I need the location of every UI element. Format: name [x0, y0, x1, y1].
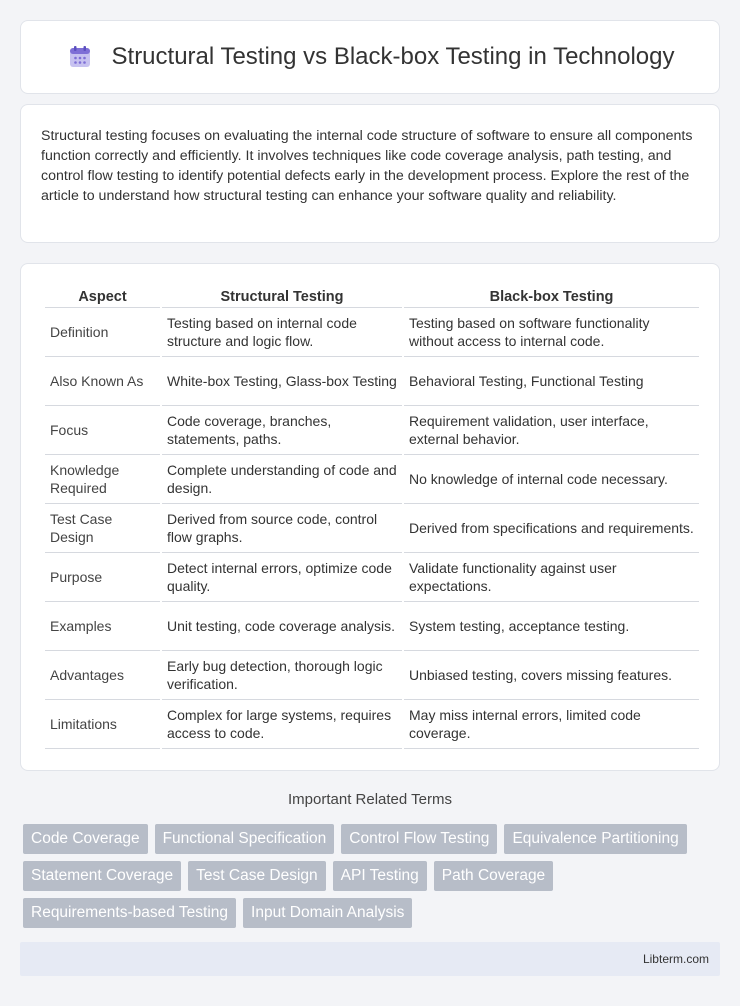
table-cell-blackbox: Validate functionality against user expectations. [404, 553, 699, 602]
tag-equivalence-partitioning[interactable]: Equivalence Partitioning [504, 824, 686, 854]
tag-input-domain-analysis[interactable]: Input Domain Analysis [243, 898, 412, 928]
table-row [45, 455, 699, 504]
table-cell-blackbox: Requirement validation, user interface, external behavior. [404, 406, 699, 455]
table-cell-blackbox: Testing based on software functionality without access to internal code. [404, 308, 699, 357]
table-row [45, 504, 699, 553]
table-row [45, 553, 699, 602]
table-cell-aspect: Limitations [45, 700, 160, 749]
table-cell-structural: White-box Testing, Glass-box Testing [162, 357, 402, 406]
tag-functional-specification[interactable]: Functional Specification [155, 824, 335, 854]
page-header [20, 20, 720, 94]
calendar-icon [66, 43, 94, 71]
table-cell-aspect: Definition [45, 308, 160, 357]
table-row [45, 651, 699, 700]
tag-control-flow-testing[interactable]: Control Flow Testing [341, 824, 497, 854]
table-cell-blackbox: No knowledge of internal code necessary. [404, 455, 699, 504]
table-cell-aspect: Purpose [45, 553, 160, 602]
table-cell-structural: Testing based on internal code structure and logic flow. [162, 308, 402, 357]
footer-site-link[interactable]: Libterm.com [642, 952, 709, 966]
tag-code-coverage[interactable]: Code Coverage [23, 824, 148, 854]
table-cell-aspect: Knowledge Required [45, 455, 160, 504]
column-header-structural: Structural Testing [162, 286, 402, 308]
table-row [45, 602, 699, 651]
tag-statement-coverage[interactable]: Statement Coverage [23, 861, 181, 891]
table-cell-blackbox: Unbiased testing, covers missing features. [404, 651, 699, 700]
table-cell-aspect: Focus [45, 406, 160, 455]
column-header-blackbox: Black-box Testing [404, 286, 699, 308]
footer [20, 942, 720, 976]
related-terms-title: Important Related Terms [288, 791, 452, 808]
table-cell-aspect: Test Case Design [45, 504, 160, 553]
table-cell-structural: Detect internal errors, optimize code quality. [162, 553, 402, 602]
intro-text: Structural testing focuses on evaluating the internal code structure of software to ensure all components function correctly and efficiently. It involves techniques like code coverage analysis, path testing, and control flow testing to identify potential defects early in the development process. Explore the rest of the article to understand how structural testing can enhance your software quality and reliability. [41, 128, 693, 204]
table-cell-structural: Derived from source code, control flow graphs. [162, 504, 402, 553]
table-row [45, 357, 699, 406]
tag-test-case-design[interactable]: Test Case Design [188, 861, 325, 891]
related-terms-tags [23, 824, 713, 928]
column-header-aspect: Aspect [45, 286, 160, 308]
table-row [45, 308, 699, 357]
tag-requirements-based-testing[interactable]: Requirements-based Testing [23, 898, 236, 928]
comparison-table-card [20, 263, 720, 771]
tag-api-testing[interactable]: API Testing [333, 861, 427, 891]
table-row [45, 406, 699, 455]
table-cell-structural: Code coverage, branches, statements, paths. [162, 406, 402, 455]
table-cell-blackbox: May miss internal errors, limited code coverage. [404, 700, 699, 749]
table-cell-blackbox: System testing, acceptance testing. [404, 602, 699, 651]
table-cell-structural: Complex for large systems, requires access to code. [162, 700, 402, 749]
table-cell-structural: Unit testing, code coverage analysis. [162, 602, 402, 651]
page-title: Structural Testing vs Black-box Testing in Technology [111, 43, 675, 70]
tag-path-coverage[interactable]: Path Coverage [434, 861, 553, 891]
table-cell-aspect: Also Known As [45, 357, 160, 406]
table-cell-aspect: Examples [45, 602, 160, 651]
table-cell-structural: Early bug detection, thorough logic verification. [162, 651, 402, 700]
comparison-table [43, 286, 701, 749]
table-cell-blackbox: Derived from specifications and requirements. [404, 504, 699, 553]
table-cell-blackbox: Behavioral Testing, Functional Testing [404, 357, 699, 406]
intro-section [20, 104, 720, 243]
table-header-row [45, 286, 699, 308]
table-row [45, 700, 699, 749]
table-cell-aspect: Advantages [45, 651, 160, 700]
table-cell-structural: Complete understanding of code and design. [162, 455, 402, 504]
